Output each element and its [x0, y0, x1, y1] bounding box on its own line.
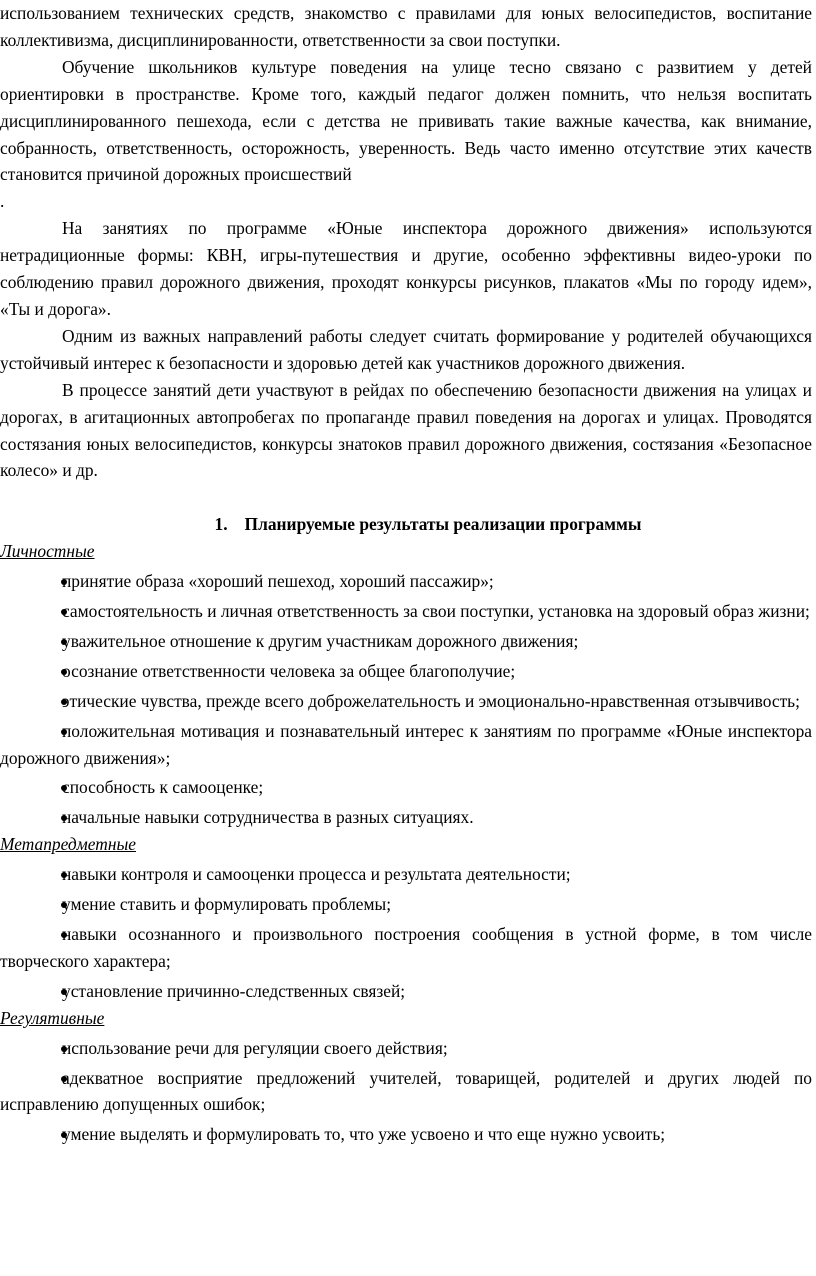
paragraph-stray-period: .	[0, 191, 5, 212]
regulative-results-list	[0, 1035, 812, 1149]
list-item	[0, 628, 812, 655]
list-item	[0, 1065, 812, 1119]
list-item	[0, 1035, 812, 1062]
list-item	[0, 891, 812, 918]
list-item	[0, 921, 812, 975]
list-item	[0, 978, 812, 1005]
list-item-text: умение выделять и формулировать то, что уже усвоено и что еще нужно усвоить;	[62, 1124, 666, 1145]
list-item-text: способность к самооценке;	[62, 777, 264, 798]
paragraph-parents: Одним из важных направлений работы следует считать формирование у родителей обучающихся устойчивый интерес к безопасности и здоровью детей как участников дорожного движения.	[0, 325, 812, 373]
section-title: Планируемые результаты реализации программы	[244, 514, 642, 535]
list-item-text: положительная мотивация и познавательный интерес к занятиям по программе «Юные инспектора дорожного движения»;	[0, 720, 812, 768]
list-item-text: этические чувства, прежде всего доброжелательность и эмоционально-нравственная отзывчивость;	[62, 690, 800, 711]
personal-results-list	[0, 568, 812, 831]
list-item-text: самостоятельность и личная ответственность за свои поступки, установка на здоровый образ жизни;	[62, 601, 810, 622]
list-item	[0, 1121, 812, 1148]
paragraph-activities: В процессе занятий дети участвуют в рейдах по обеспечению безопасности движения на улицах и дорогах, в агитационных автопробегах по пропаганде правил поведения на дорогах и улицах. Проводятся состязания юных велосипедистов, конкурсы знатоков правил дорожного движения, состязания «Безопасное колесо» и др.	[0, 379, 812, 481]
paragraph-lesson-forms: На занятиях по программе «Юные инспектора дорожного движения» используются нетрадиционные формы: КВН, игры-путешествия и другие, особенно эффективны видео-уроки по соблюдению правил дорожного движения, проходят конкурсы рисунков, плакатов «Мы по городу идем», «Ты и дорога».	[0, 218, 812, 319]
list-item-text: принятие образа «хороший пешеход, хороший пассажир»;	[62, 571, 494, 592]
list-item	[0, 568, 812, 595]
section-number: 1.	[214, 514, 228, 535]
list-item-text: использование речи для регуляции своего действия;	[62, 1037, 448, 1058]
list-item-text: навыки контроля и самооценки процесса и результата деятельности;	[62, 864, 571, 885]
group-title-personal: Личностные	[0, 541, 95, 562]
paragraph-continuation: использованием технических средств, знакомство с правилами для юных велосипедистов, воспитание коллективизма, дисциплинированности, ответственности за свои поступки.	[0, 3, 812, 50]
list-item	[0, 804, 812, 831]
list-item-text: осознание ответственности человека за общее благополучие;	[62, 660, 516, 681]
list-item-text: начальные навыки сотрудничества в разных ситуациях.	[62, 807, 474, 828]
list-item-text: уважительное отношение к другим участникам дорожного движения;	[62, 630, 579, 651]
list-item-text: установление причинно-следственных связей;	[62, 980, 406, 1001]
list-item-text: адекватное восприятие предложений учителей, товарищей, родителей и других людей по исправлению допущенных ошибок;	[0, 1067, 812, 1115]
group-title-regulative: Регулятивные	[0, 1007, 105, 1028]
list-item-text: умение ставить и формулировать проблемы;	[62, 894, 392, 915]
list-item	[0, 688, 812, 715]
metasubject-results-list	[0, 861, 812, 1005]
list-item	[0, 598, 812, 625]
list-item	[0, 718, 812, 772]
list-item-text: навыки осознанного и произвольного построения сообщения в устной форме, в том числе творческого характера;	[0, 924, 812, 971]
group-title-metasubject: Метапредметные	[0, 834, 136, 855]
section-heading	[0, 511, 812, 538]
list-item	[0, 861, 812, 888]
list-item	[0, 658, 812, 685]
paragraph-orientation: Обучение школьников культуре поведения на улице тесно связано с развитием у детей ориентировки в пространстве. Кроме того, каждый педагог должен помнить, что нельзя воспитать дисциплинированного пешехода, если с детства не прививать такие важные качества, как внимание, собранность, ответственность, осторожность, уверенность. Ведь часто именно отсутствие этих качеств становится причиной дорожных происшествий	[0, 56, 812, 185]
list-item	[0, 774, 812, 801]
